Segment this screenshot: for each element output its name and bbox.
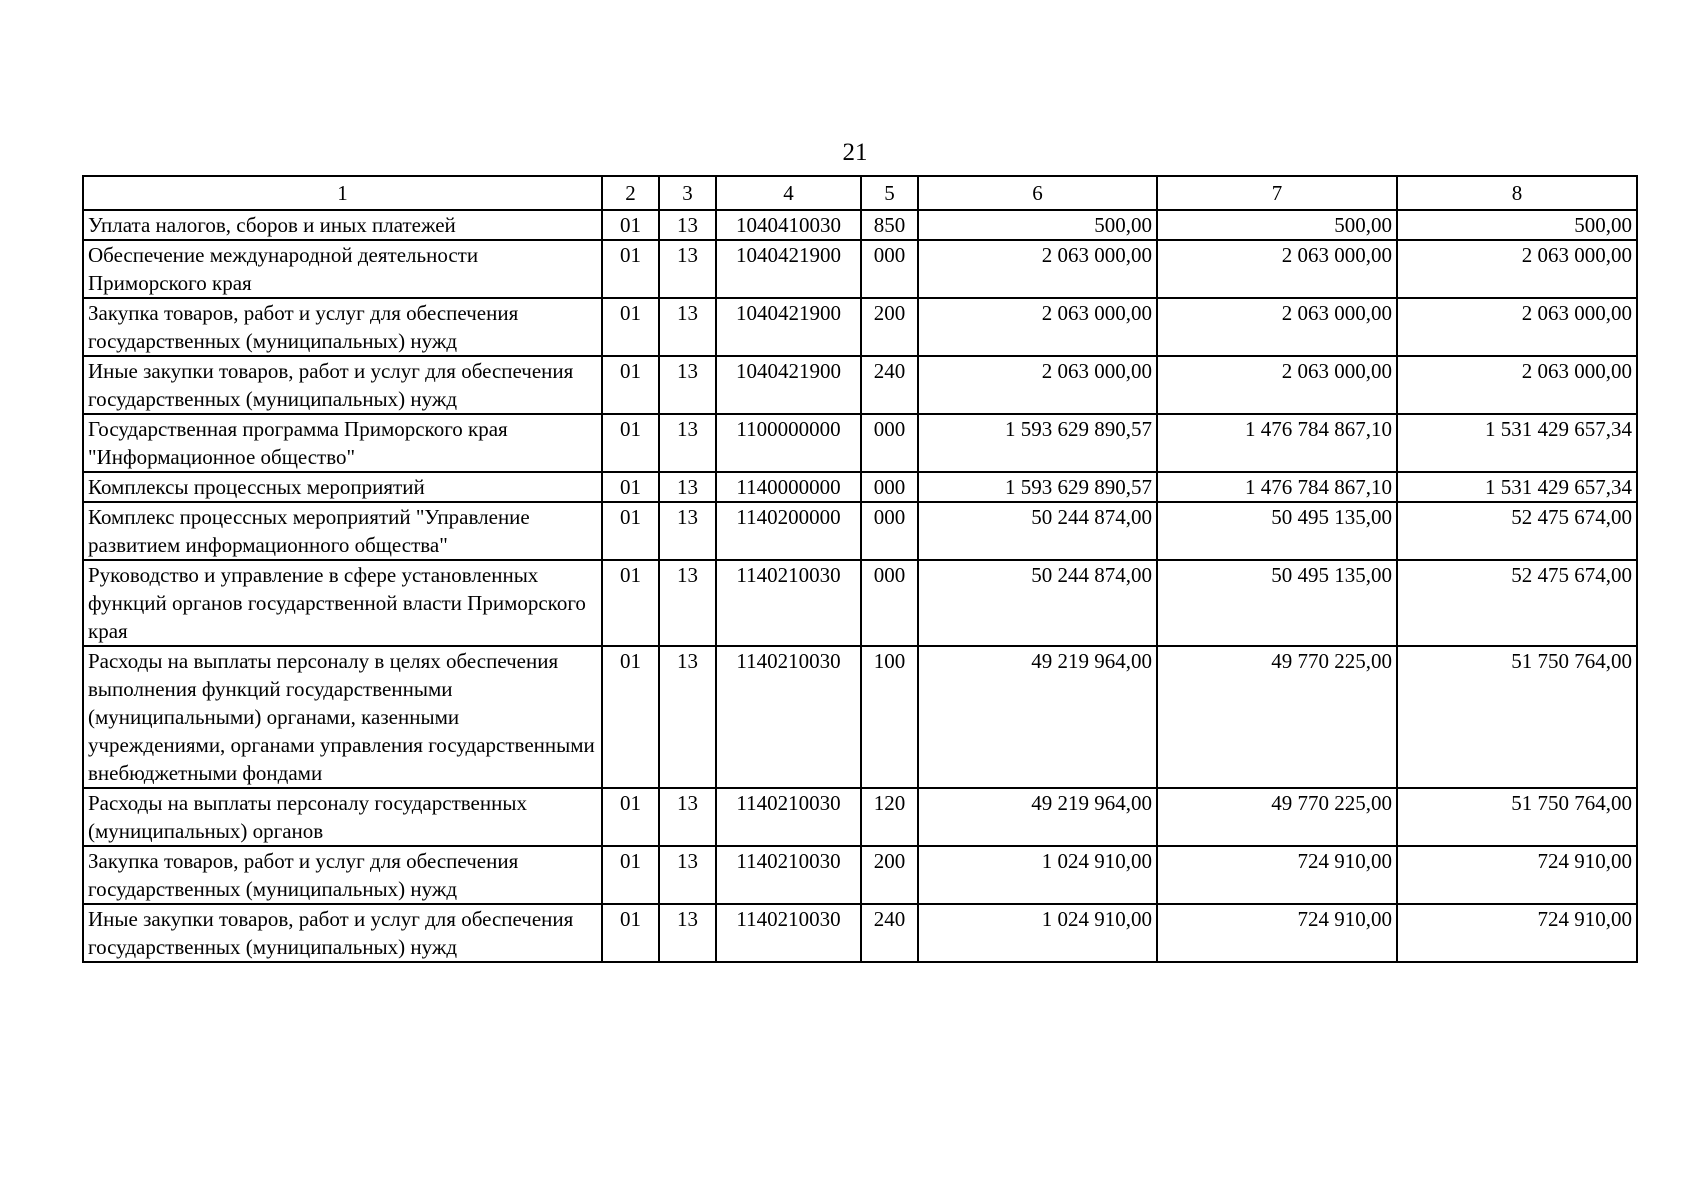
row-amount-col7: 724 910,00: [1157, 904, 1397, 962]
table-row: [83, 240, 1637, 298]
row-name: Уплата налогов, сборов и иных платежей: [83, 210, 602, 240]
row-target-article: 1040421900: [716, 298, 861, 356]
row-amount-col8: 51 750 764,00: [1397, 646, 1637, 788]
table-row: [83, 414, 1637, 472]
row-section: 01: [602, 646, 659, 788]
row-amount-col6: 2 063 000,00: [918, 240, 1157, 298]
row-amount-col8: 52 475 674,00: [1397, 560, 1637, 646]
row-section: 01: [602, 904, 659, 962]
row-name: Закупка товаров, работ и услуг для обеспечения государственных (муниципальных) нужд: [83, 298, 602, 356]
row-subsection: 13: [659, 472, 716, 502]
row-target-article: 1140210030: [716, 904, 861, 962]
row-subsection: 13: [659, 846, 716, 904]
row-amount-col8: 51 750 764,00: [1397, 788, 1637, 846]
row-amount-col6: 49 219 964,00: [918, 646, 1157, 788]
row-subsection: 13: [659, 240, 716, 298]
row-subsection: 13: [659, 356, 716, 414]
row-name: Комплекс процессных мероприятий "Управление развитием информационного общества": [83, 502, 602, 560]
row-amount-col8: 52 475 674,00: [1397, 502, 1637, 560]
row-amount-col7: 2 063 000,00: [1157, 356, 1397, 414]
row-expense-type: 120: [861, 788, 918, 846]
row-expense-type: 000: [861, 472, 918, 502]
row-expense-type: 200: [861, 846, 918, 904]
row-name: Обеспечение международной деятельности Приморского края: [83, 240, 602, 298]
row-section: 01: [602, 356, 659, 414]
table-row: [83, 502, 1637, 560]
row-subsection: 13: [659, 502, 716, 560]
row-amount-col6: 50 244 874,00: [918, 560, 1157, 646]
row-target-article: 1040421900: [716, 240, 861, 298]
row-amount-col7: 2 063 000,00: [1157, 298, 1397, 356]
row-expense-type: 850: [861, 210, 918, 240]
row-target-article: 1140200000: [716, 502, 861, 560]
row-section: 01: [602, 560, 659, 646]
row-amount-col7: 2 063 000,00: [1157, 240, 1397, 298]
header-row: [83, 176, 1637, 210]
table-row: [83, 788, 1637, 846]
table-row: [83, 356, 1637, 414]
row-subsection: 13: [659, 904, 716, 962]
row-section: 01: [602, 414, 659, 472]
table-row: [83, 210, 1637, 240]
row-name: Расходы на выплаты персоналу в целях обеспечения выполнения функций государственными (муниципальными) органами, казенными учреждениями, органами управления государственными внебюджетными фондами: [83, 646, 602, 788]
header-cell-1: 1: [83, 176, 602, 210]
header-cell-7: 7: [1157, 176, 1397, 210]
row-amount-col6: 1 024 910,00: [918, 904, 1157, 962]
row-target-article: 1140210030: [716, 646, 861, 788]
row-amount-col7: 1 476 784 867,10: [1157, 414, 1397, 472]
row-section: 01: [602, 502, 659, 560]
row-amount-col7: 1 476 784 867,10: [1157, 472, 1397, 502]
row-section: 01: [602, 846, 659, 904]
row-amount-col6: 49 219 964,00: [918, 788, 1157, 846]
row-name: Государственная программа Приморского края "Информационное общество": [83, 414, 602, 472]
row-amount-col7: 49 770 225,00: [1157, 646, 1397, 788]
row-amount-col7: 724 910,00: [1157, 846, 1397, 904]
row-target-article: 1140210030: [716, 846, 861, 904]
row-amount-col6: 1 024 910,00: [918, 846, 1157, 904]
table-row: [83, 472, 1637, 502]
header-cell-4: 4: [716, 176, 861, 210]
row-target-article: 1140210030: [716, 788, 861, 846]
row-subsection: 13: [659, 414, 716, 472]
row-name: Расходы на выплаты персоналу государственных (муниципальных) органов: [83, 788, 602, 846]
row-amount-col6: 50 244 874,00: [918, 502, 1157, 560]
row-subsection: 13: [659, 788, 716, 846]
row-target-article: 1140210030: [716, 560, 861, 646]
row-section: 01: [602, 788, 659, 846]
table-row: [83, 646, 1637, 788]
row-subsection: 13: [659, 646, 716, 788]
row-amount-col7: 500,00: [1157, 210, 1397, 240]
row-amount-col6: 500,00: [918, 210, 1157, 240]
row-section: 01: [602, 240, 659, 298]
header-cell-5: 5: [861, 176, 918, 210]
row-section: 01: [602, 298, 659, 356]
row-section: 01: [602, 210, 659, 240]
table-row: [83, 904, 1637, 962]
row-amount-col7: 50 495 135,00: [1157, 502, 1397, 560]
row-amount-col8: 2 063 000,00: [1397, 240, 1637, 298]
row-amount-col6: 1 593 629 890,57: [918, 414, 1157, 472]
row-name: Иные закупки товаров, работ и услуг для обеспечения государственных (муниципальных) нужд: [83, 904, 602, 962]
row-section: 01: [602, 472, 659, 502]
row-amount-col8: 724 910,00: [1397, 846, 1637, 904]
row-expense-type: 200: [861, 298, 918, 356]
row-name: Иные закупки товаров, работ и услуг для обеспечения государственных (муниципальных) нужд: [83, 356, 602, 414]
table-row: [83, 846, 1637, 904]
header-cell-3: 3: [659, 176, 716, 210]
row-target-article: 1100000000: [716, 414, 861, 472]
row-expense-type: 000: [861, 502, 918, 560]
row-expense-type: 240: [861, 904, 918, 962]
row-amount-col8: 2 063 000,00: [1397, 356, 1637, 414]
table-row: [83, 298, 1637, 356]
row-expense-type: 100: [861, 646, 918, 788]
row-amount-col8: 1 531 429 657,34: [1397, 472, 1637, 502]
row-amount-col6: 2 063 000,00: [918, 356, 1157, 414]
row-amount-col6: 1 593 629 890,57: [918, 472, 1157, 502]
row-expense-type: 000: [861, 240, 918, 298]
header-cell-8: 8: [1397, 176, 1637, 210]
row-target-article: 1040421900: [716, 356, 861, 414]
row-subsection: 13: [659, 560, 716, 646]
table-row: [83, 560, 1637, 646]
row-expense-type: 000: [861, 414, 918, 472]
row-amount-col8: 2 063 000,00: [1397, 298, 1637, 356]
row-amount-col8: 1 531 429 657,34: [1397, 414, 1637, 472]
row-name: Закупка товаров, работ и услуг для обеспечения государственных (муниципальных) нужд: [83, 846, 602, 904]
row-target-article: 1140000000: [716, 472, 861, 502]
row-amount-col6: 2 063 000,00: [918, 298, 1157, 356]
header-cell-2: 2: [602, 176, 659, 210]
row-amount-col8: 500,00: [1397, 210, 1637, 240]
row-expense-type: 240: [861, 356, 918, 414]
row-amount-col7: 50 495 135,00: [1157, 560, 1397, 646]
page-number: 21: [842, 139, 868, 166]
row-amount-col7: 49 770 225,00: [1157, 788, 1397, 846]
row-target-article: 1040410030: [716, 210, 861, 240]
row-subsection: 13: [659, 298, 716, 356]
row-amount-col8: 724 910,00: [1397, 904, 1637, 962]
row-expense-type: 000: [861, 560, 918, 646]
header-cell-6: 6: [918, 176, 1157, 210]
row-subsection: 13: [659, 210, 716, 240]
budget-table: [82, 175, 1638, 963]
row-name: Руководство и управление в сфере установленных функций органов государственной власти Приморского края: [83, 560, 602, 646]
row-name: Комплексы процессных мероприятий: [83, 472, 602, 502]
